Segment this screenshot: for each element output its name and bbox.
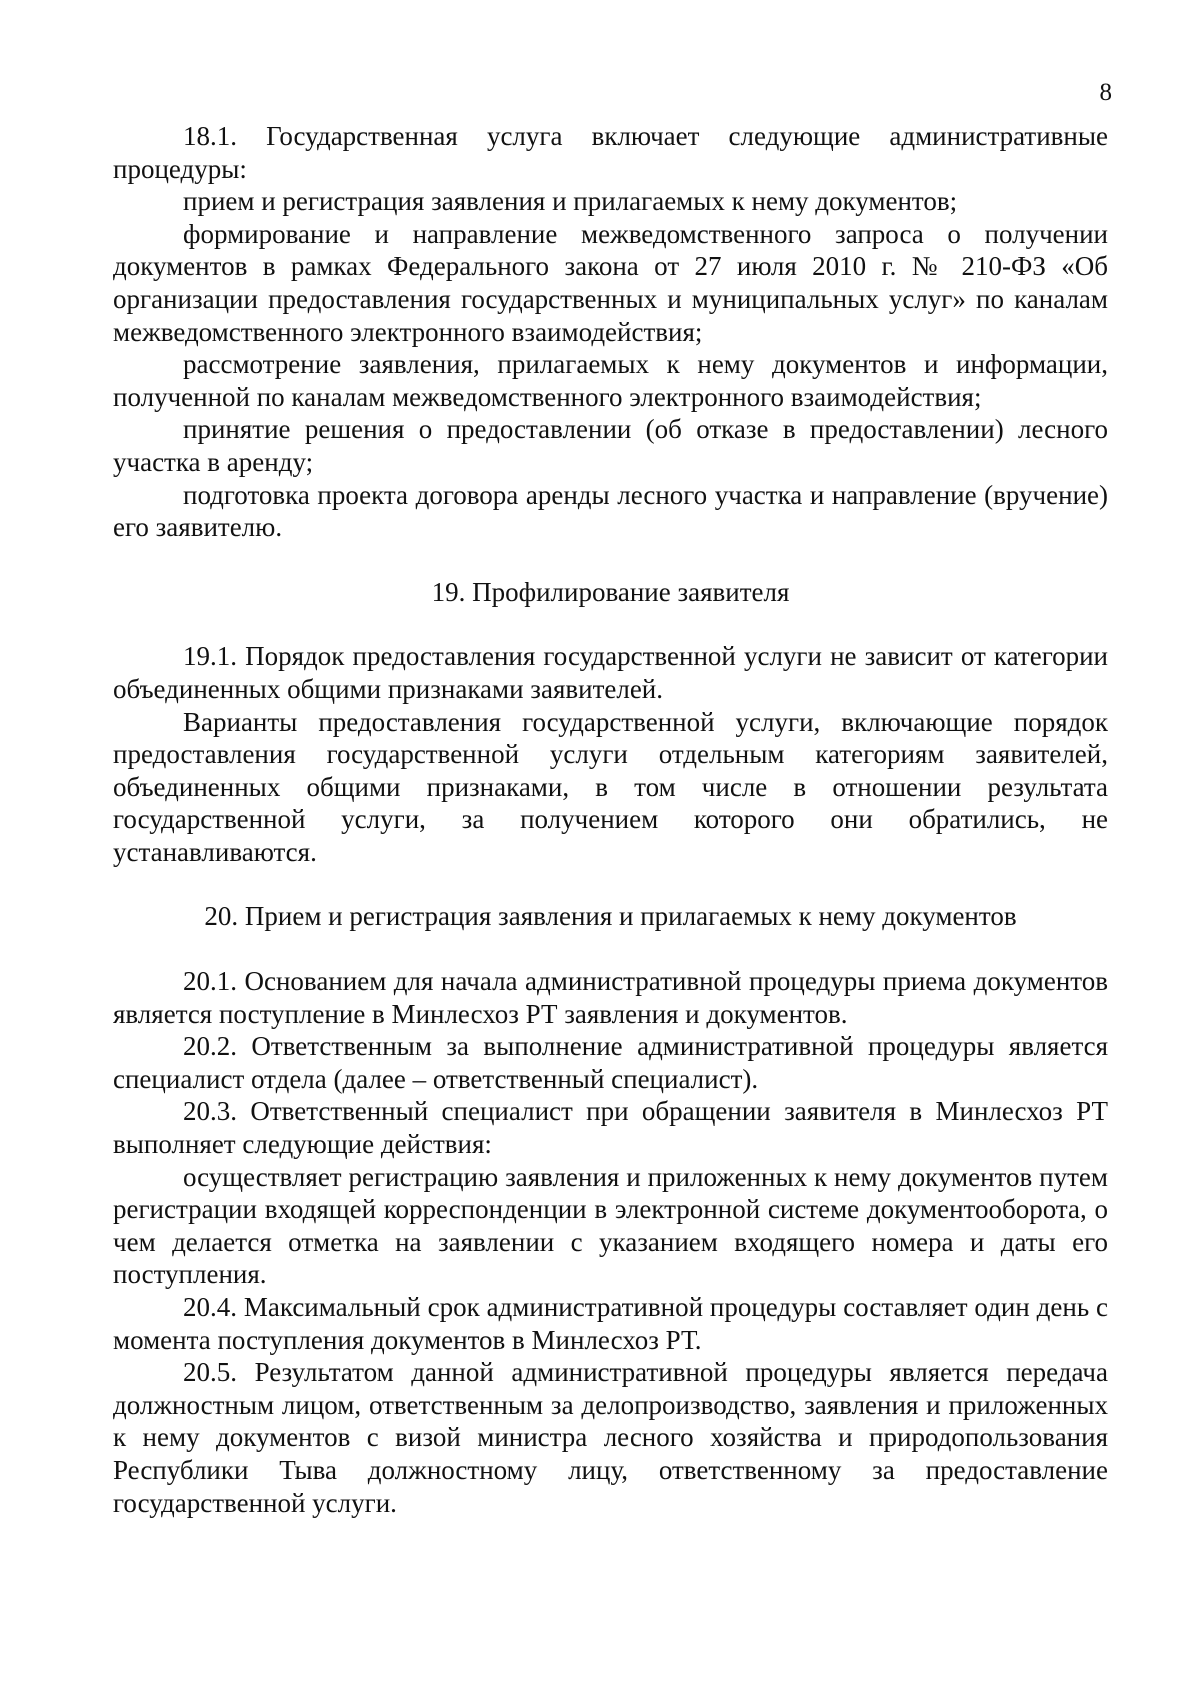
section-heading-20: 20. Прием и регистрация заявления и прилагаемых к нему документов — [204, 901, 1017, 932]
list-item-review: рассмотрение заявления, прилагаемых к нему документов и информации, полученной по каналам межведомственного электронного взаимодействия; — [113, 349, 1108, 412]
paragraph-variants: Варианты предоставления государственной услуги, включающие порядок предоставления государственной услуги отдельным категориям заявителей, объединенных общими признаками, в том числе в отношении результата государственной услуги, за получением которого они обратились, не устанавливаются. — [113, 706, 1108, 867]
paragraph-20-3: 20.3. Ответственный специалист при обращении заявителя в Минлесхоз РТ выполняет следующие действия: — [113, 1096, 1108, 1160]
paragraph-20-4: 20.4. Максимальный срок административной процедуры составляет один день с момента поступления документов в Минлесхоз РТ. — [113, 1292, 1108, 1355]
paragraph-20-1: 20.1. Основанием для начала административной процедуры приема документов является поступление в Минлесхоз РТ заявления и документов. — [113, 966, 1108, 1029]
list-item-registration: осуществляет регистрацию заявления и приложенных к нему документов путем регистрации входящей корреспонденции в электронной системе документооборота, о чем делается отметка на заявлении с указанием входящего номера и даты его поступления. — [113, 1161, 1108, 1290]
paragraph-20-5: 20.5. Результатом данной административной процедуры является передача должностным лицом, ответственным за делопроизводство, заявления и приложенных к нему документов с визой министра лесного хозяйства и природопользования Республики Тыва должностному лицу, ответственному за предоставление государственной услуги. — [113, 1357, 1108, 1518]
section-heading-19: 19. Профилирование заявителя — [431, 576, 790, 607]
list-item-interagency-request: формирование и направление межведомственного запроса о получении документов в рамках Федерального закона от 27 июля 2010 г. № 210-ФЗ «Об организации предоставления государственных и муниципальных услуг» по каналам межведомственного электронного взаимодействия; — [113, 218, 1108, 347]
list-item-reception: прием и регистрация заявления и прилагаемых к нему документов; — [183, 186, 958, 217]
paragraph-20-2: 20.2. Ответственным за выполнение административной процедуры является специалист отдела (далее – ответственный специалист). — [113, 1031, 1108, 1094]
list-item-lease-contract: подготовка проекта договора аренды лесного участка и направление (вручение) его заявителю. — [113, 479, 1108, 543]
list-item-decision: принятие решения о предоставлении (об отказе в предоставлении) лесного участка в аренду; — [113, 414, 1108, 477]
page-number: 8 — [1099, 79, 1112, 106]
document-body — [113, 120, 1108, 1519]
paragraph-18-1: 18.1. Государственная услуга включает следующие административные процедуры: — [113, 121, 1108, 184]
paragraph-19-1: 19.1. Порядок предоставления государственной услуги не зависит от категории объединенных общими признаками заявителей. — [113, 641, 1108, 704]
